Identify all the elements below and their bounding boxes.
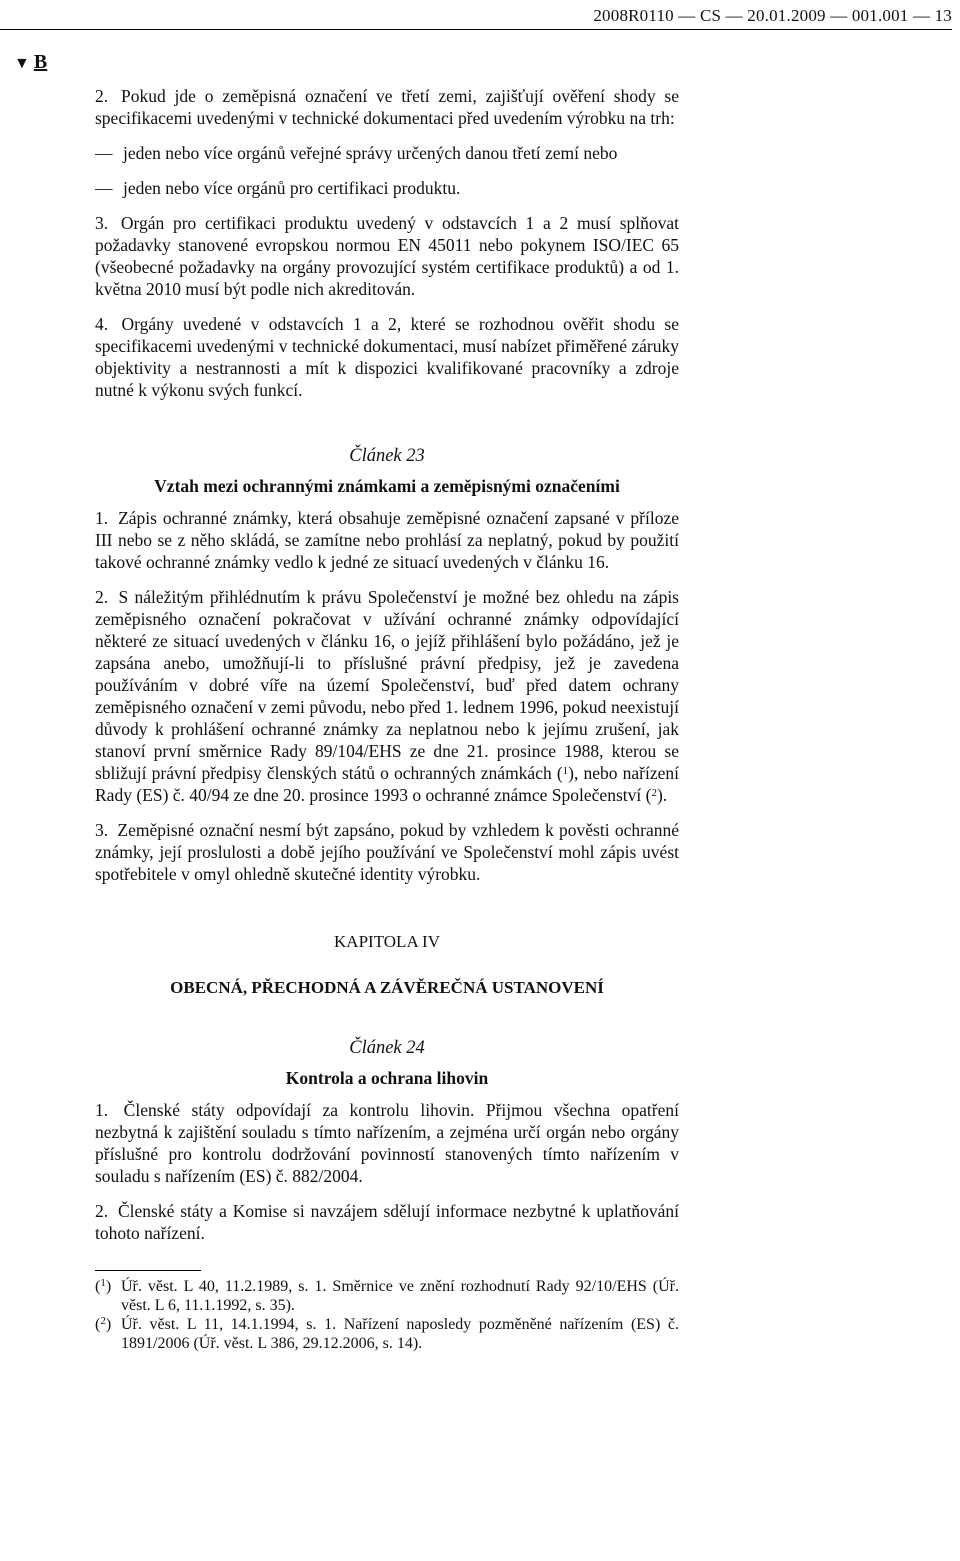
article-24-title: Kontrola a ochrana lihovin: [285, 1068, 489, 1088]
document-body: [95, 85, 679, 1353]
art23-paragraph-2: 2. S náležitým přihlédnutím k právu Společenství je možné bez ohledu na zápis zeměpisného označení pokračovat v užívání ochranné známky odpovídající některé ze situací uvedených v článku 16, o jejíž přihlášení bylo požádáno, jež je zapsána anebo, umožňují-li to příslušné právní předpisy, jež je zavedena používáním v dobré víře na území Společenství, buď před datem ochrany zeměpisného označení v zemi původu, nebo před 1. lednem 1996, pokud neexistují důvody k prohlášení ochranné známky za neplatnou nebo k jejímu zrušení, jak stanoví první směrnice Rady 89/104/EHS ze dne 21. prosince 1988, kterou se sbližují právní předpisy členských států o ochranných známkách ($^1$), nebo nařízení Rady (ES) č. 40/94 ze dne 20. prosince 1993 o ochranné známce Společenství ($^2$).: [95, 587, 679, 805]
article-24-heading: Článek 24: [349, 1038, 425, 1058]
article-23-title: Vztah mezi ochrannými známkami a zeměpisnými označeními: [154, 476, 620, 496]
footnote-separator: [95, 1270, 201, 1271]
art22-dash-item-2: — jeden nebo více orgánů pro certifikaci produktu.: [95, 178, 461, 198]
dash-bullet: —: [95, 143, 113, 163]
document-header: [0, 6, 952, 30]
footnote-1: ($^1$) Úř. věst. L 40, 11.2.1989, s. 1. Směrnice ve znění rozhodnutí Rady 92/10/EHS (Úř. věst. L 6, 11.1.1992, s. 35).: [95, 1277, 679, 1314]
art24-paragraph-1: 1. Členské státy odpovídají za kontrolu lihovin. Přijmou všechna opatření nezbytná k zajištění souladu s tímto nařízením, a zejména určí orgán nebo orgány příslušné pro kontrolu dodržování povinností stanovených tímto nařízením v souladu s nařízením (ES) č. 882/2004.: [95, 1100, 680, 1186]
dash-bullet: —: [95, 178, 113, 198]
footnote-ref-2[interactable]: 2: [651, 787, 657, 799]
footnote-ref-1[interactable]: 1: [562, 765, 569, 777]
footnote-2: ($^2$) Úř. věst. L 11, 14.1.1994, s. 1. Nařízení naposledy pozměněné nařízením (ES) č. 1891/2006 (Úř. věst. L 386, 29.12.2006, s. 14).: [95, 1315, 679, 1352]
article-23-heading: Článek 23: [349, 446, 425, 466]
header-reference: 2008R0110 — CS — 20.01.2009 — 001.001 — 13: [593, 6, 952, 25]
chapter-title: OBECNÁ, PŘECHODNÁ A ZÁVĚREČNÁ USTANOVENÍ: [170, 978, 604, 997]
art22-paragraph-3: 3. Orgán pro certifikaci produktu uvedený v odstavcích 1 a 2 musí splňovat požadavky stanovené evropskou normou EN 45011 nebo pokynem ISO/IEC 65 (všeobecné požadavky na orgány provozující systém certifikace produktů) a od 1. května 2010 musí být podle nich akreditován.: [95, 213, 679, 299]
art24-paragraph-2: 2. Členské státy a Komise si navzájem sdělují informace nezbytné k uplatňování tohoto nařízení.: [95, 1201, 680, 1243]
art22-paragraph-4: 4. Orgány uvedené v odstavcích 1 a 2, které se rozhodnou ověřit shodu se specifikacemi uvedenými v technické dokumentaci, musí nabízet přiměřené záruky objektivity a nestrannosti a mít k dispozici kvalifikované pracovníky a zdroje nutné k výkonu svých funkcí.: [95, 314, 679, 400]
amendment-marker-label: B: [33, 51, 48, 73]
art23-paragraph-1: 1. Zápis ochranné známky, která obsahuje zeměpisné označení zapsané v příloze III nebo se z něho skládá, se zamítne nebo prohlásí za neplatný, pokud by použití takové ochranné známky vedlo k jedné ze situací uvedených v článku 16.: [95, 508, 680, 572]
amendment-marker: [14, 51, 47, 74]
chapter-label: KAPITOLA IV: [334, 932, 440, 951]
art22-paragraph-2: 2. Pokud jde o zeměpisná označení ve třetí zemi, zajišťují ověření shody se specifikacemi uvedenými v technické dokumentaci před uvedením výrobku na trh:: [95, 86, 679, 128]
triangle-down-icon: ▼: [14, 55, 30, 72]
art23-paragraph-3: 3. Zeměpisné označní nesmí být zapsáno, pokud by vzhledem k pověsti ochranné známky, její proslulosti a době jejího používání ve Společenství mohl zápis uvést spotřebitele v omyl ohledně skutečné identity výrobku.: [95, 820, 679, 884]
art22-dash-item-1: — jeden nebo více orgánů veřejné správy určených danou třetí zemí nebo: [95, 143, 618, 163]
